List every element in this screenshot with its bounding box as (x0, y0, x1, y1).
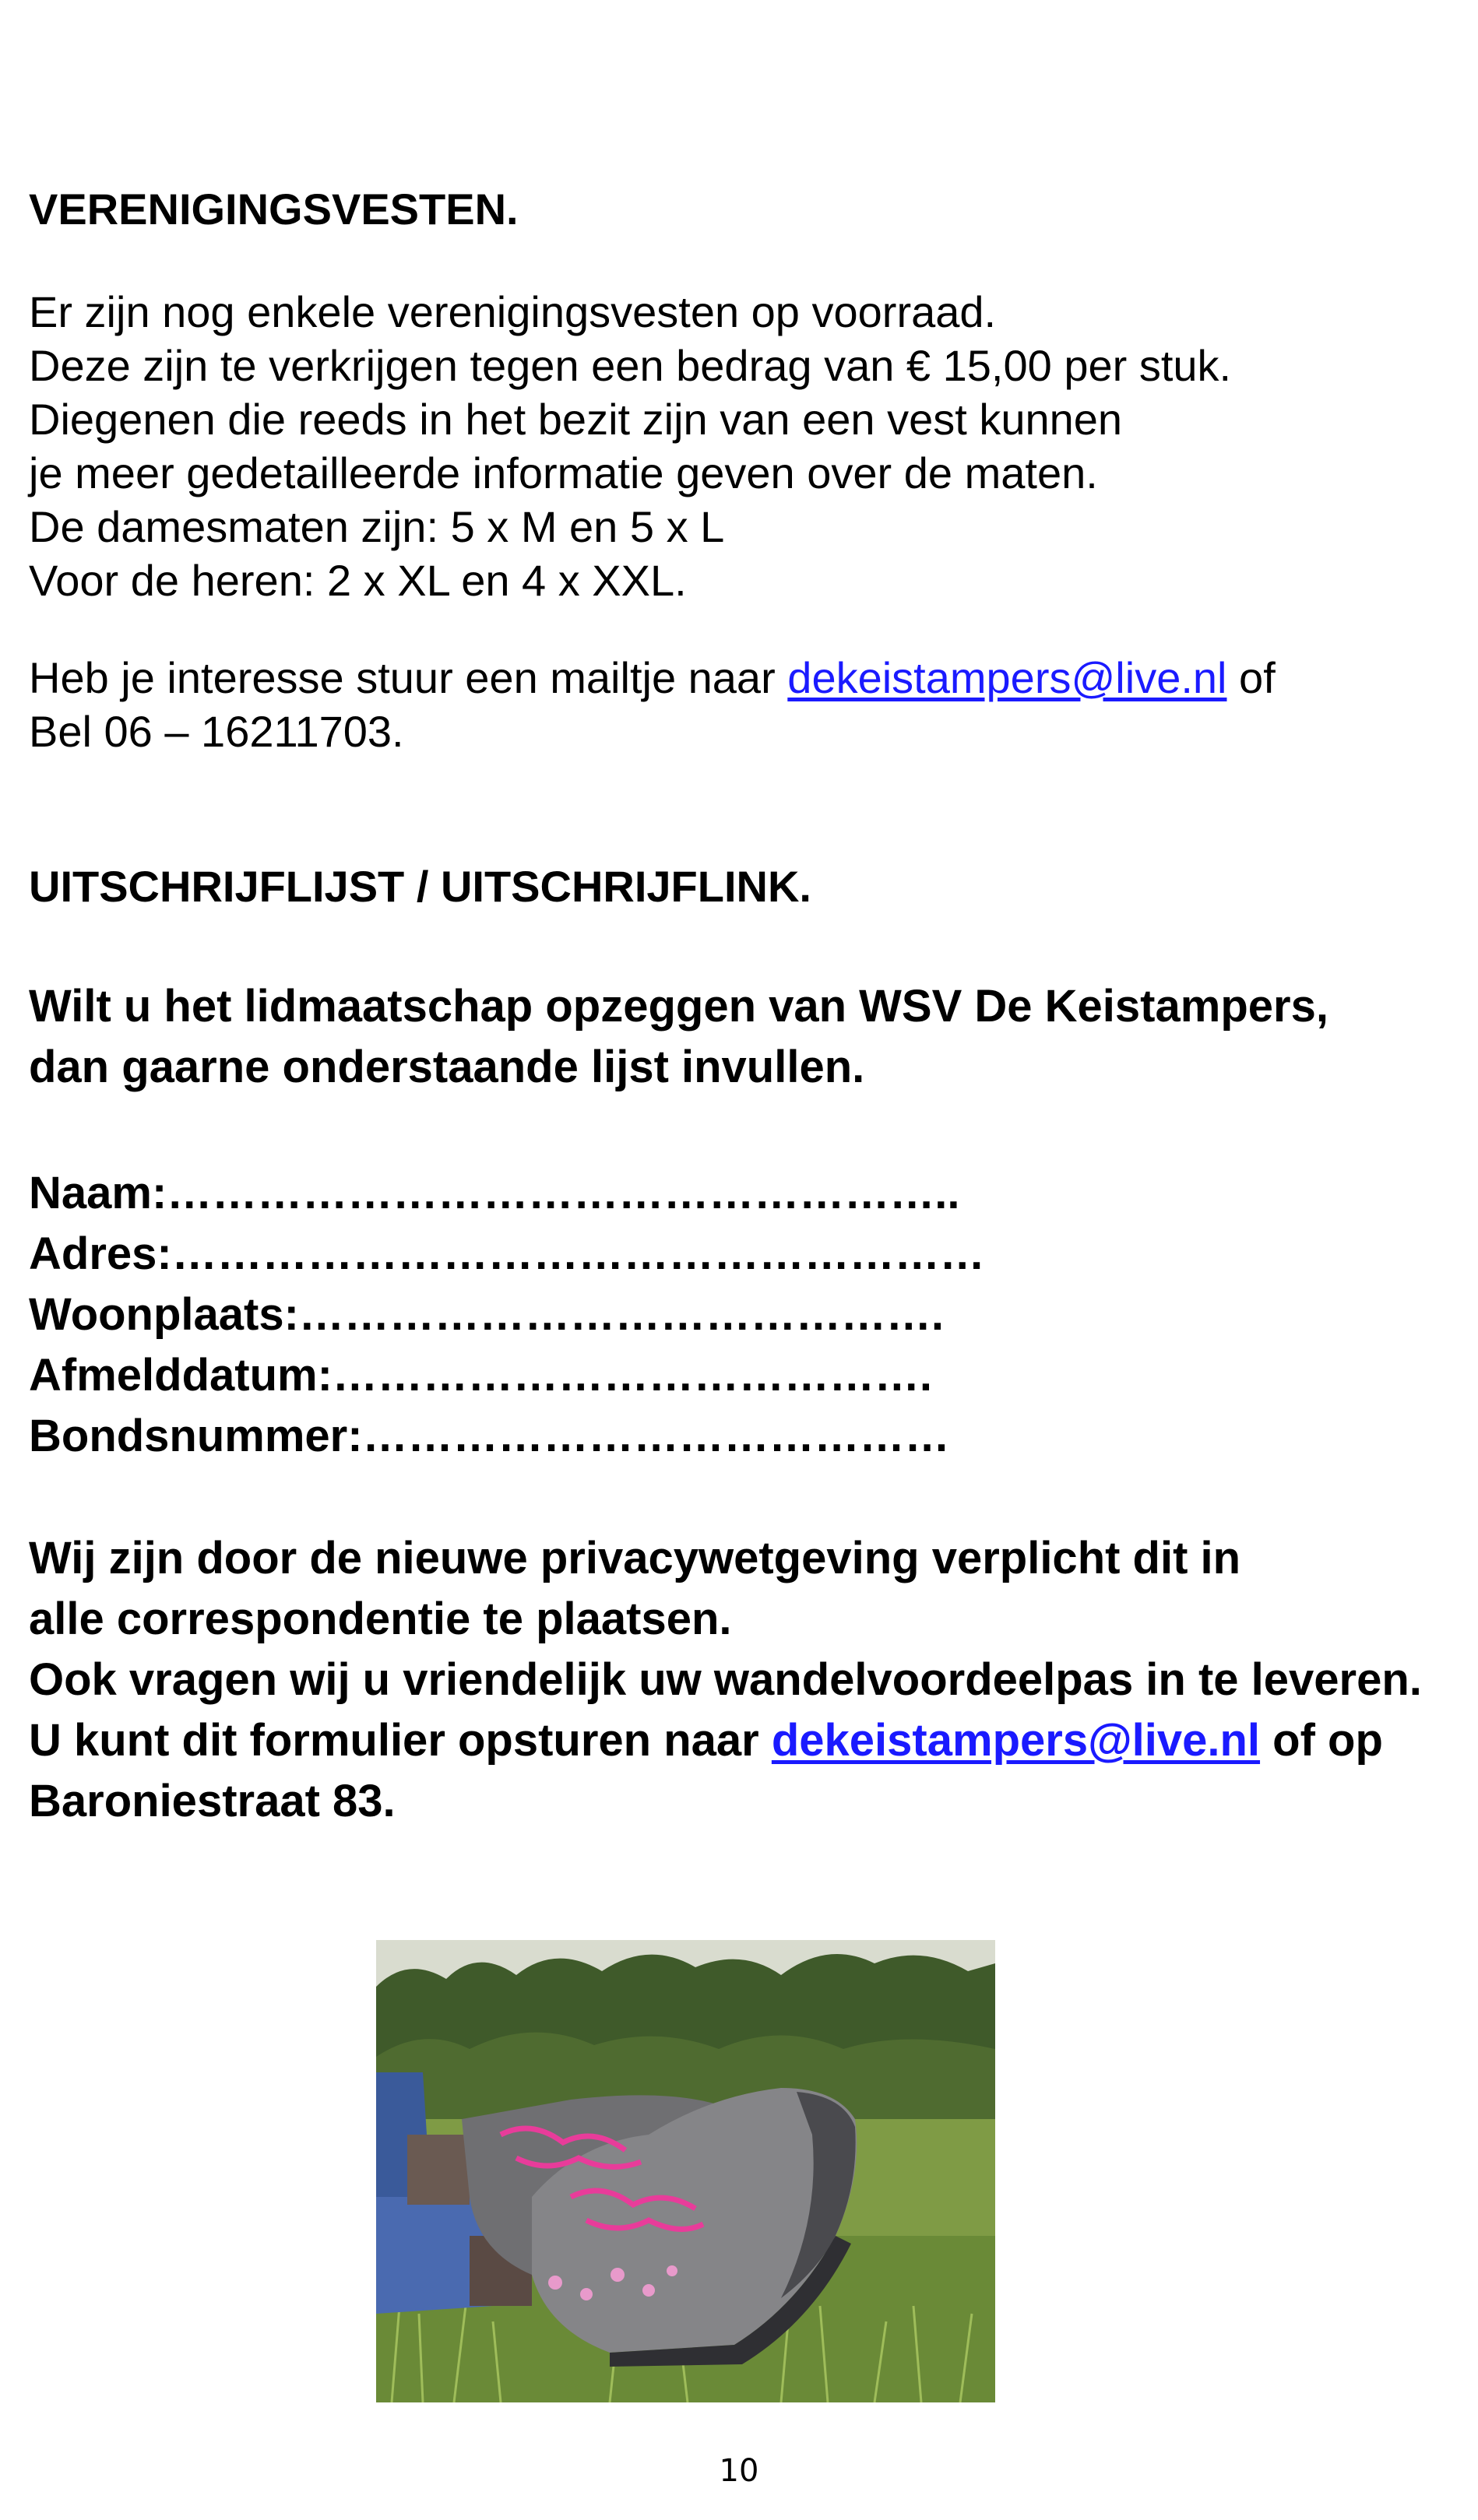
send-line (29, 1710, 1422, 1771)
heading-verenigingsvesten (29, 182, 519, 236)
paragraph-line: Voor de heren: 2 x XL en 4 x XXL. (29, 556, 687, 605)
section-heading: UITSCHRIJFLIJST / UITSCHRIJFLINK. (29, 862, 811, 911)
form-fields (29, 1163, 985, 1467)
form-field-naam: Naam:…………………………………………….. (29, 1168, 960, 1218)
paragraph-line: Er zijn nog enkele verenigingsvesten op voorraad. (29, 287, 997, 336)
address-line: Baroniestraat 83. (29, 1776, 396, 1826)
email-link[interactable]: dekeistampers@live.nl (787, 653, 1227, 702)
send-prefix: U kunt dit formulier opsturen naar (29, 1715, 772, 1766)
contact-paragraph (29, 651, 1276, 758)
section-heading: VERENIGINGSVESTEN. (29, 185, 519, 234)
paragraph-line: Deze zijn te verkrijgen tegen een bedrag van € 15,00 per stuk. (29, 341, 1232, 390)
phone-line: Bel 06 – 16211703. (29, 707, 404, 756)
contact-line (29, 651, 1276, 705)
paragraph-line: De damesmaten zijn: 5 x M en 5 x L (29, 502, 725, 551)
photo-illustration (376, 1940, 995, 2402)
form-field-adres: Adres:……………………………………………… (29, 1228, 985, 1279)
intro-line: dan gaarne onderstaande lijst invullen. (29, 1042, 865, 1092)
paragraph-line: je meer gedetailleerde informatie geven over de maten. (29, 448, 1098, 497)
form-field-afmelddatum: Afmelddatum:…………………………………. (29, 1350, 932, 1401)
send-suffix: of op (1260, 1715, 1383, 1766)
note-line: Ook vragen wij u vriendelijk uw wandelvoordeelpas in te leveren. (29, 1654, 1422, 1705)
heading-uitschrijflijst (29, 859, 811, 913)
contact-suffix: of (1226, 653, 1276, 702)
intro-paragraph (29, 976, 1328, 1098)
note-line: alle correspondentie te plaatsen. (29, 1594, 732, 1644)
form-field-woonplaats: Woonplaats:……………………………………. (29, 1289, 945, 1340)
contact-prefix: Heb je interesse stuur een mailtje naar (29, 653, 788, 702)
page-number: 10 (719, 2453, 759, 2489)
email-link[interactable]: dekeistampers@live.nl (771, 1715, 1261, 1766)
hiking-boots-photo (376, 1940, 995, 2402)
vesten-paragraph (29, 285, 1231, 607)
note-line: Wij zijn door de nieuwe privacywetgeving verplicht dit in (29, 1533, 1241, 1583)
notes-paragraph (29, 1528, 1422, 1832)
form-field-bondsnummer: Bondsnummer:………………………………… (29, 1411, 950, 1461)
intro-line: Wilt u het lidmaatschap opzeggen van WSV De Keistampers, (29, 981, 1328, 1032)
paragraph-line: Diegenen die reeds in het bezit zijn van een vest kunnen (29, 395, 1123, 444)
